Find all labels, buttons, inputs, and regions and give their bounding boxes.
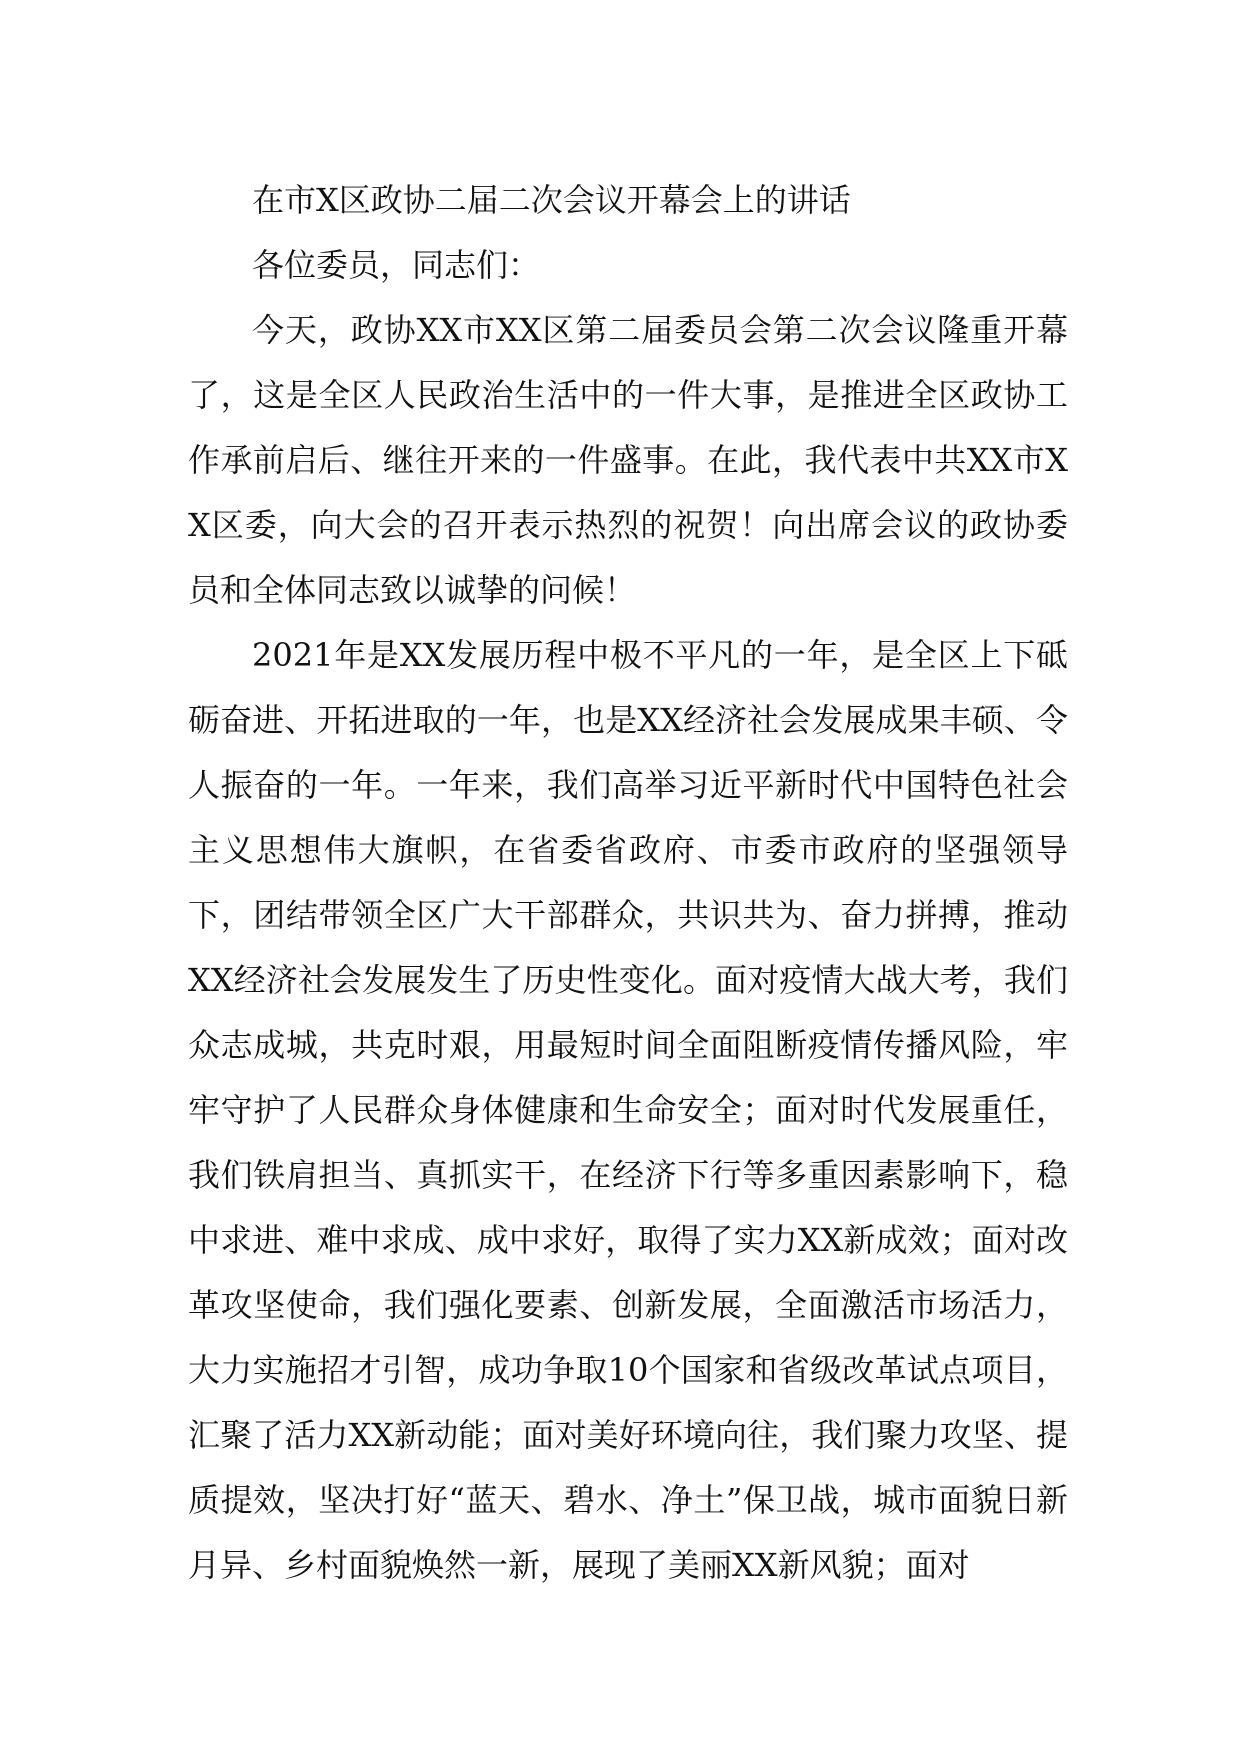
document-title: 在市X区政协二届二次会议开幕会上的讲话 <box>252 181 851 219</box>
paragraph: 今天，政协XX市XX区第二届委员会第二次会议隆重开幕了，这是全区人民政治生活中的一件大事，是推进全区政协工作承前启后、继往开来的一件盛事。在此，我代表中共XX市XX区委，向大会的召开表示热烈的祝贺！向出席会议的政协委员和全体同志致以诚挚的问候！ <box>188 311 1068 609</box>
document-body <box>188 168 1068 1598</box>
paragraph: 2021年是XX发展历程中极不平凡的一年，是全区上下砥砺奋进、开拓进取的一年，也是XX经济社会发展成果丰硕、令人振奋的一年。一年来，我们高举习近平新时代中国特色社会主义思想伟大旗帜，在省委省政府、市委市政府的坚强领导下，团结带领全区广大干部群众，共识共为、奋力拼搏，推动XX经济社会发展发生了历史性变化。面对疫情大战大考，我们众志成城，共克时艰，用最短时间全面阻断疫情传播风险，牢牢守护了人民群众身体健康和生命安全；面对时代发展重任，我们铁肩担当、真抓实干，在经济下行等多重因素影响下，稳中求进、难中求成、成中求好，取得了实力XX新成效；面对改革攻坚使命，我们强化要素、创新发展，全面激活市场活力，大力实施招才引智，成功争取10个国家和省级改革试点项目，汇聚了活力XX新动能；面对美好环境向往，我们聚力攻坚、提质提效，坚决打好“蓝天、碧水、净土”保卫战，城市面貌日新月异、乡村面貌焕然一新，展现了美丽XX新风貌；面对 <box>188 636 1068 1584</box>
salutation: 各位委员，同志们： <box>252 246 541 284</box>
